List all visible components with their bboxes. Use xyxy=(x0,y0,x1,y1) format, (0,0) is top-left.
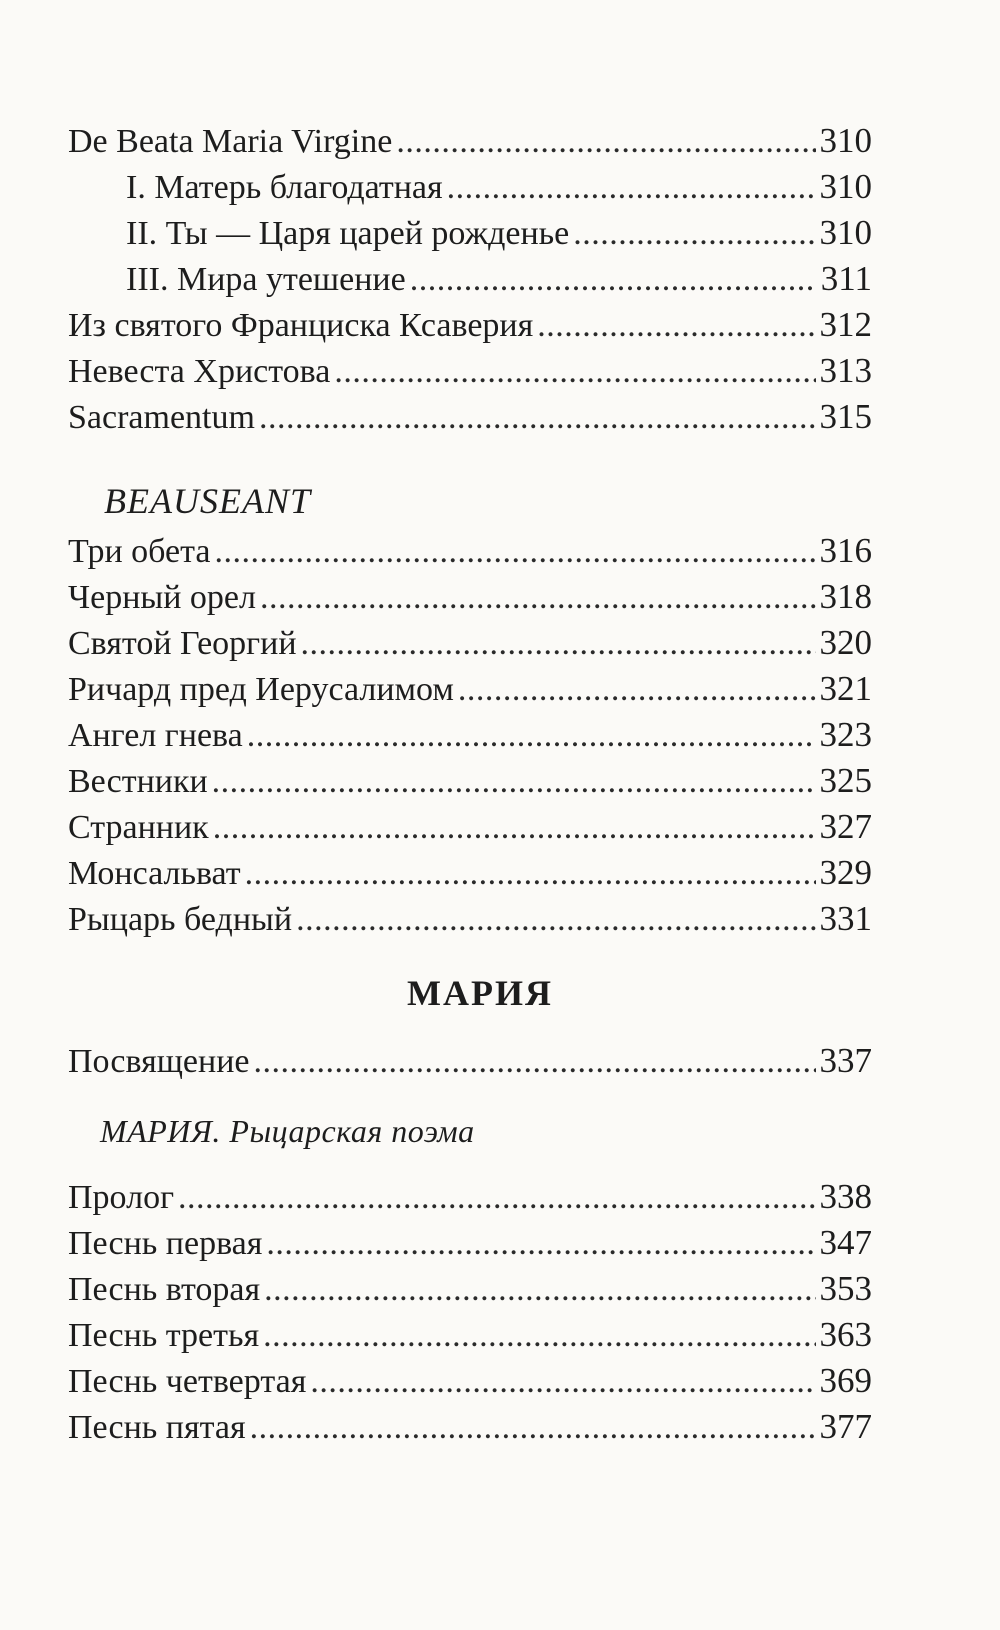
toc-entry-page: 311 xyxy=(820,259,872,298)
toc-entry-title: Ангел гнева xyxy=(68,717,243,754)
toc-leader-dots xyxy=(447,165,816,211)
toc-entry-title: De Beata Maria Virgine xyxy=(68,123,393,160)
toc-entry xyxy=(68,528,872,574)
section-heading-poem: МАРИЯ. Рыцарская поэма xyxy=(100,1113,475,1149)
toc-entry-title: Три обета xyxy=(68,533,211,570)
toc-entry xyxy=(68,574,872,620)
toc-entry xyxy=(68,164,872,210)
toc-entry-title: Песнь вторая xyxy=(68,1271,261,1308)
toc-entry-title: Святой Георгий xyxy=(68,625,297,662)
toc-entry-title: Песнь пятая xyxy=(68,1409,246,1446)
toc-leader-dots xyxy=(259,395,816,441)
toc-entry-page: 321 xyxy=(819,669,872,708)
toc-entry-page: 323 xyxy=(819,715,872,754)
toc-entry-page: 325 xyxy=(819,761,872,800)
toc-entry xyxy=(68,1312,872,1358)
toc-leader-dots xyxy=(537,303,815,349)
toc-leader-dots xyxy=(296,897,815,943)
toc-entry xyxy=(68,118,872,164)
toc-group-poem xyxy=(68,1174,872,1450)
toc-entry-page: 312 xyxy=(819,305,872,344)
toc-entry-page: 318 xyxy=(819,577,872,616)
toc-leader-dots xyxy=(214,529,815,575)
toc-entry xyxy=(68,712,872,758)
toc-leader-dots xyxy=(266,1221,815,1267)
toc-entry-page: 316 xyxy=(819,531,872,570)
toc-entry-page: 310 xyxy=(819,121,872,160)
toc-entry-page: 313 xyxy=(819,351,872,390)
toc-entry xyxy=(68,1038,872,1084)
toc-leader-dots xyxy=(263,1313,815,1359)
toc-leader-dots xyxy=(264,1267,815,1313)
toc-entry xyxy=(68,1220,872,1266)
toc-entry-title: Черный орел xyxy=(68,579,256,616)
section-heading-maria: МАРИЯ xyxy=(407,973,553,1013)
toc-entry-page: 377 xyxy=(819,1407,872,1446)
toc-entry-page: 329 xyxy=(819,853,872,892)
toc-entry-title: I. Матерь благодатная xyxy=(126,169,443,206)
section-heading-beauseant: BEAUSEANT xyxy=(104,481,311,521)
toc-entry xyxy=(68,1404,872,1450)
toc-entry-page: 327 xyxy=(819,807,872,846)
toc-entry-title: Из святого Франциска Ксаверия xyxy=(68,307,534,344)
toc-entry-title: Посвящение xyxy=(68,1043,250,1080)
toc-entry-title: Песнь четвертая xyxy=(68,1363,307,1400)
toc-leader-dots xyxy=(178,1175,815,1221)
toc-entry xyxy=(68,896,872,942)
toc-leader-dots xyxy=(245,851,816,897)
toc-group-beata xyxy=(68,118,872,440)
toc-entry-title: Монсальват xyxy=(68,855,241,892)
toc-entry-title: Ричард пред Иерусалимом xyxy=(68,671,454,708)
toc-leader-dots xyxy=(247,713,816,759)
toc-entry-page: 369 xyxy=(819,1361,872,1400)
toc-entry xyxy=(68,1174,872,1220)
toc-entry xyxy=(68,804,872,850)
toc-leader-dots xyxy=(573,211,815,257)
toc-entry xyxy=(68,850,872,896)
toc-leader-dots xyxy=(396,119,815,165)
toc-entry-page: 353 xyxy=(819,1269,872,1308)
toc-leader-dots xyxy=(301,621,816,667)
toc-entry xyxy=(68,210,872,256)
toc-leader-dots xyxy=(254,1039,816,1085)
toc-entry xyxy=(68,620,872,666)
toc-entry xyxy=(68,256,872,302)
toc-leader-dots xyxy=(212,759,816,805)
toc-leader-dots xyxy=(310,1359,815,1405)
toc-entry-title: II. Ты — Царя царей рожденье xyxy=(126,215,570,252)
toc-leader-dots xyxy=(458,667,816,713)
toc-group-maria xyxy=(68,1038,872,1084)
toc-entry-title: III. Мира утешение xyxy=(126,261,406,298)
toc-entry-page: 310 xyxy=(819,167,872,206)
toc-entry-page: 310 xyxy=(819,213,872,252)
toc-entry-page: 363 xyxy=(819,1315,872,1354)
toc-entry xyxy=(68,1358,872,1404)
toc-entry-title: Пролог xyxy=(68,1179,175,1216)
toc-entry xyxy=(68,666,872,712)
toc-entry-page: 338 xyxy=(819,1177,872,1216)
toc-leader-dots xyxy=(213,805,816,851)
toc-entry-page: 315 xyxy=(819,397,872,436)
toc-entry-title: Sacramentum xyxy=(68,399,255,436)
toc-entry-title: Вестники xyxy=(68,763,208,800)
toc-entry xyxy=(68,1266,872,1312)
toc-entry-title: Рыцарь бедный xyxy=(68,901,293,938)
toc-group-beauseant xyxy=(68,528,872,942)
toc-entry xyxy=(68,758,872,804)
toc-entry-title: Странник xyxy=(68,809,209,846)
toc-entry-page: 331 xyxy=(819,899,872,938)
toc-leader-dots xyxy=(410,257,817,303)
toc-leader-dots xyxy=(250,1405,816,1451)
toc-entry xyxy=(68,394,872,440)
toc-entry-page: 337 xyxy=(819,1041,872,1080)
toc-entry xyxy=(68,348,872,394)
toc-leader-dots xyxy=(334,349,815,395)
toc-entry-page: 347 xyxy=(819,1223,872,1262)
toc-entry xyxy=(68,302,872,348)
toc-entry-title: Песнь третья xyxy=(68,1317,260,1354)
toc-entry-title: Песнь первая xyxy=(68,1225,263,1262)
toc-entry-page: 320 xyxy=(819,623,872,662)
toc-leader-dots xyxy=(260,575,816,621)
toc-entry-title: Невеста Христова xyxy=(68,353,331,390)
